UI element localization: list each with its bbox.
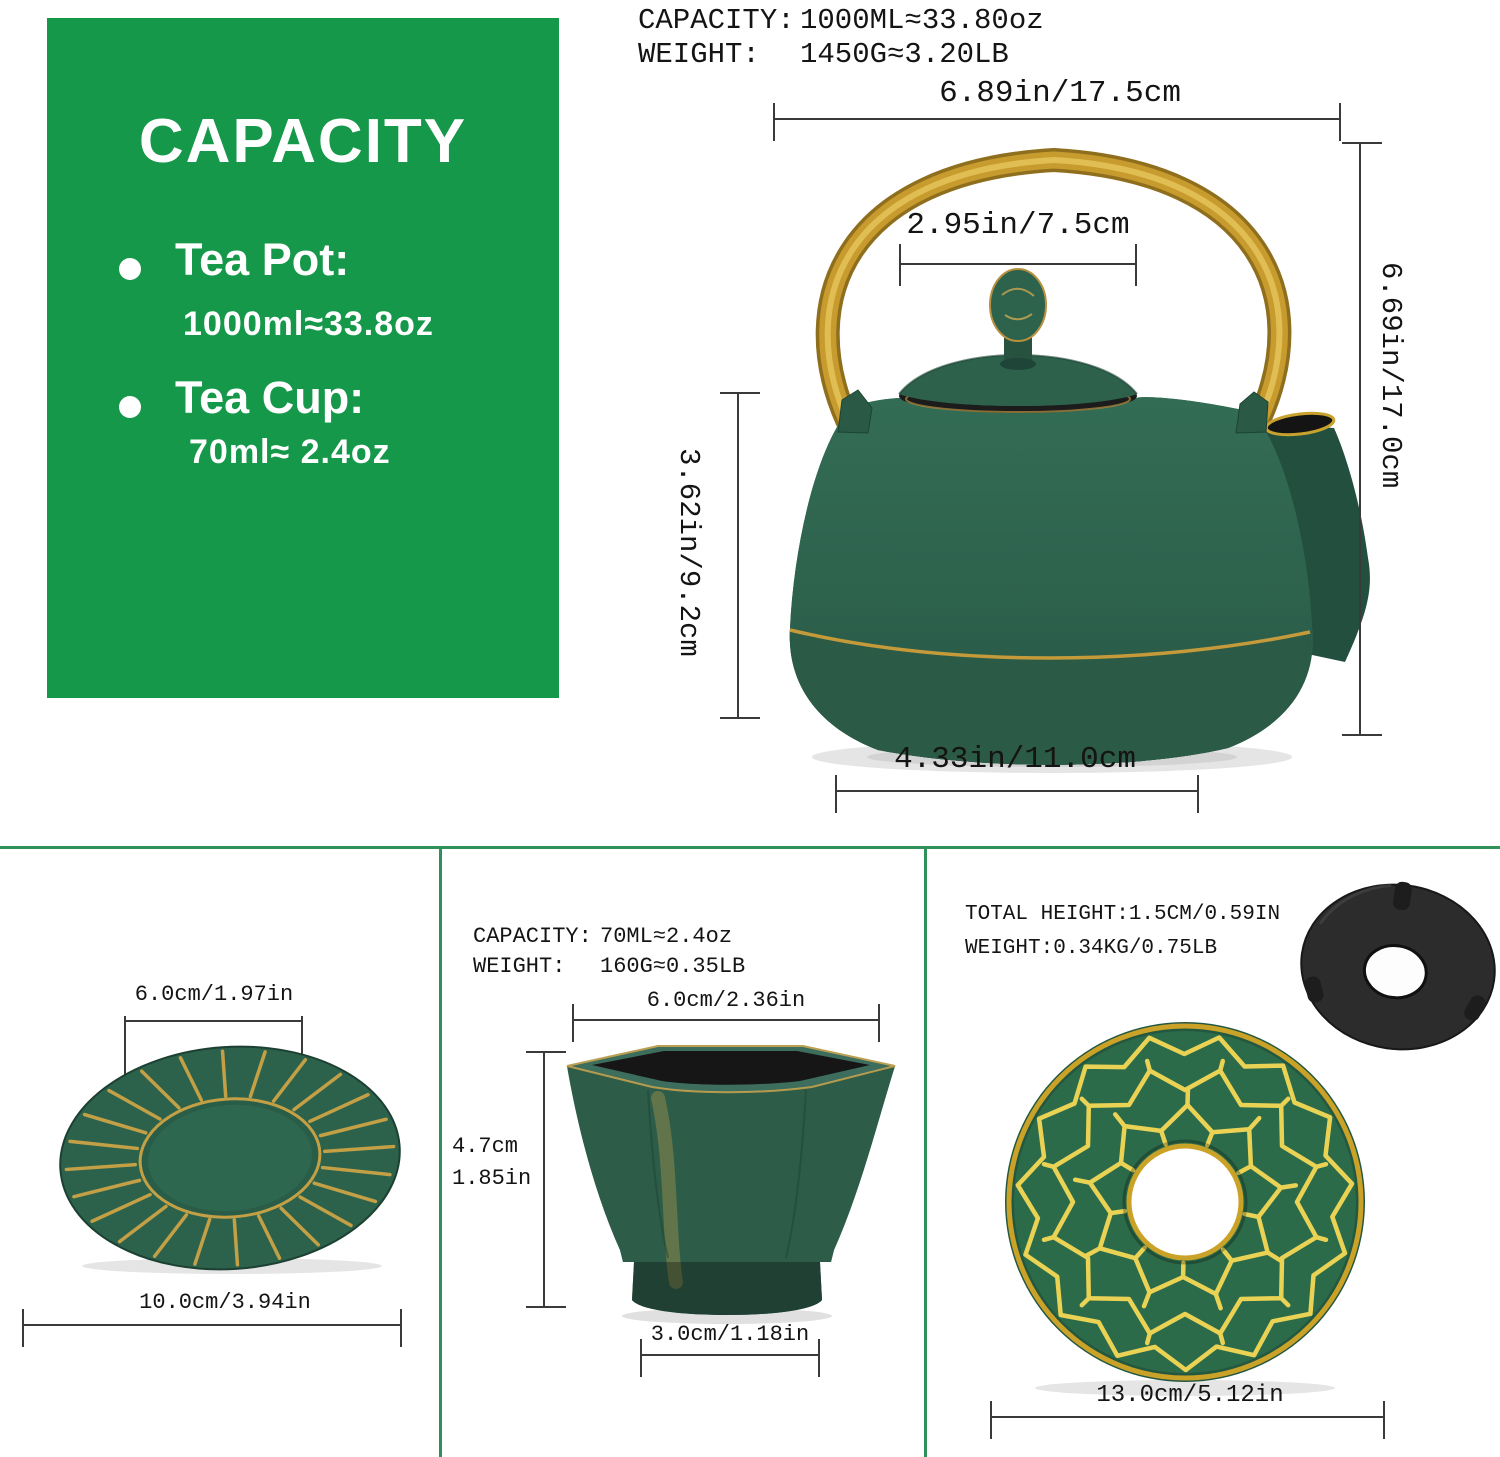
dim-total-height-label: 6.69in/17.0cm: [1374, 262, 1407, 489]
cup-top-width-line: [572, 1019, 880, 1021]
teapot-weight-label: WEIGHT:: [638, 38, 760, 71]
trivet-weight-label: WEIGHT:0.34KG/0.75LB: [965, 937, 1218, 960]
cup-weight-label: WEIGHT:: [473, 954, 566, 979]
handle-lug-right: [1236, 392, 1268, 433]
trivet-center-hole: [1129, 1146, 1241, 1258]
cup-capacity-label: CAPACITY:: [473, 924, 592, 949]
section-divider-horizontal: [0, 846, 1500, 849]
cup-weight-value: 160G≈0.35LB: [600, 954, 746, 979]
dim-base-width-line: [835, 790, 1199, 792]
bullet-icon: [119, 396, 141, 418]
trivet-total-height-label: TOTAL HEIGHT:1.5CM/0.59IN: [965, 903, 1281, 926]
dim-base-width-label: 4.33in/11.0cm: [894, 742, 1136, 777]
green-trivet-illustration: [990, 1015, 1390, 1400]
cup-height-cm-label: 4.7cm: [452, 1134, 519, 1159]
cup-height-in-label: 1.85in: [452, 1166, 532, 1191]
teapot-capacity-label: CAPACITY:: [638, 4, 795, 37]
capacity-panel: [47, 18, 559, 698]
section-divider-right: [924, 849, 927, 1457]
teapot-item-value: 1000ml≈33.8oz: [183, 305, 434, 343]
teapot-weight-value: 1450G≈3.20LB: [800, 38, 1009, 71]
saucer-inner-diameter-line: [124, 1020, 303, 1022]
cup-top-width-label: 6.0cm/2.36in: [646, 988, 806, 1013]
saucer-outer-diameter-line: [22, 1324, 402, 1326]
dim-body-height-line: [737, 393, 739, 718]
cup-illustration: [540, 1040, 910, 1330]
trivet-diameter-label: 13.0cm/5.12in: [1096, 1382, 1284, 1409]
section-divider-left: [439, 849, 442, 1457]
teapot-body: [790, 397, 1313, 765]
saucer-outer-diameter-label: 10.0cm/3.94in: [139, 1290, 311, 1315]
cup-base-width-line: [640, 1354, 820, 1356]
cup-foot: [632, 1262, 822, 1315]
dim-lid-width-line: [899, 263, 1137, 265]
dim-lid-width-label: 2.95in/7.5cm: [906, 208, 1130, 243]
teacup-item-label: Tea Cup:: [175, 372, 365, 423]
saucer-illustration: [40, 1030, 430, 1290]
dim-top-width-label: 6.89in/17.5cm: [939, 76, 1181, 111]
saucer-inner-diameter-label: 6.0cm/1.97in: [134, 982, 294, 1007]
dim-total-height-line: [1359, 143, 1361, 735]
dim-body-height-label: 3.62in/9.2cm: [672, 448, 705, 657]
cup-base-width-label: 3.0cm/1.18in: [650, 1322, 810, 1347]
dim-top-width-line: [773, 118, 1341, 120]
trivet-diameter-line: [990, 1416, 1385, 1418]
teacup-item-value: 70ml≈ 2.4oz: [189, 433, 391, 471]
teapot-capacity-value: 1000ML≈33.80oz: [800, 4, 1044, 37]
cup-capacity-value: 70ML≈2.4oz: [600, 924, 733, 949]
bullet-icon: [119, 258, 141, 280]
capacity-panel-title: CAPACITY: [138, 107, 468, 176]
teapot-item-label: Tea Pot:: [175, 234, 350, 285]
